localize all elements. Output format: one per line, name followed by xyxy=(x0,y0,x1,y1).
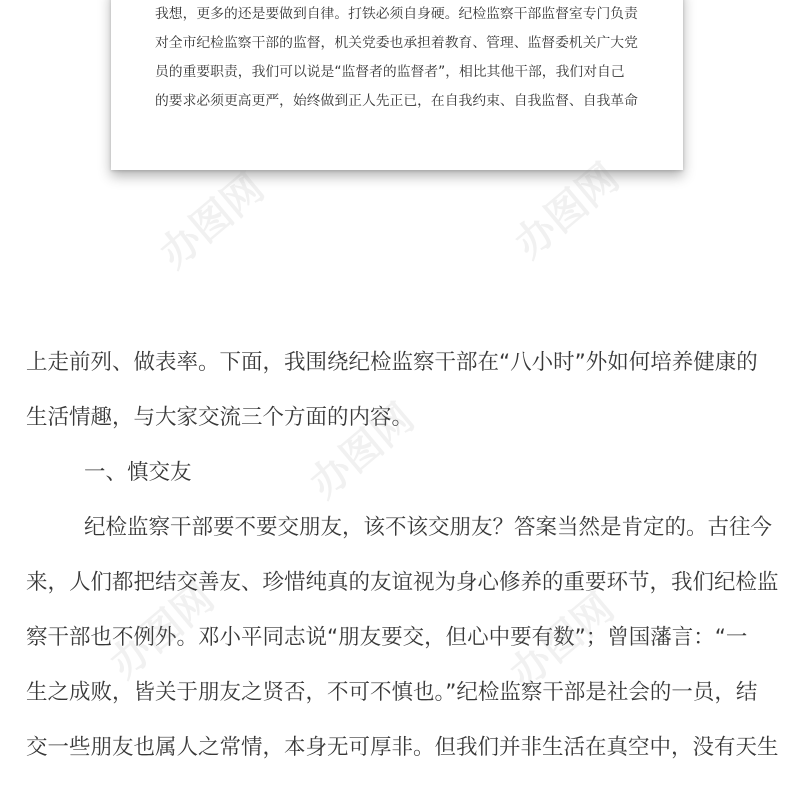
excerpt-line: 我想，更多的还是要做到自律。打铁必须自身硬。纪检监察干部监督室专门负责 xyxy=(155,6,638,22)
watermark: 办图网 xyxy=(151,164,273,278)
excerpt-line: 员的重要职责，我们可以说是“监督者的监督者”，相比其他干部，我们对自己 xyxy=(155,64,625,80)
paragraph-line: 察干部也不例外。邓小平同志说“朋友要交，但心中要有数”；曾国藩言：“一 xyxy=(26,625,748,650)
paragraph-line: 交一些朋友也属人之常情，本身无可厚非。但我们并非生活在真空中，没有天生 xyxy=(26,735,779,760)
excerpt-line: 对全市纪检监察干部的监督，机关党委也承担着教育、管理、监督委机关广大党 xyxy=(155,35,638,51)
excerpt-text xyxy=(155,0,655,116)
paragraph-line: 生之成败，皆关于朋友之贤否，不可不慎也。”纪检监察干部是社会的一员，结 xyxy=(26,680,758,705)
excerpt-card xyxy=(111,0,683,170)
body-text xyxy=(26,335,778,775)
paragraph-line: 上走前列、做表率。下面，我围绕纪检监察干部在“八小时”外如何培养健康的 xyxy=(26,350,758,375)
excerpt-line: 的要求必须更高更严，始终做到正人先正已，在自我约束、自我监督、自我革命 xyxy=(155,93,638,109)
watermark: 办图网 xyxy=(101,574,223,688)
watermark: 办图网 xyxy=(501,584,623,698)
watermark: 办图网 xyxy=(301,394,423,508)
paragraph-line: 纪检监察干部要不要交朋友，该不该交朋友？答案当然是肯定的。古往今 xyxy=(84,515,773,540)
paragraph-line: 生活情趣，与大家交流三个方面的内容。 xyxy=(26,405,414,430)
paragraph-line: 来，人们都把结交善友、珍惜纯真的友谊视为身心修养的重要环节，我们纪检监 xyxy=(26,570,779,595)
section-heading: 一、慎交友 xyxy=(84,460,192,485)
watermark: 办图网 xyxy=(506,154,628,268)
